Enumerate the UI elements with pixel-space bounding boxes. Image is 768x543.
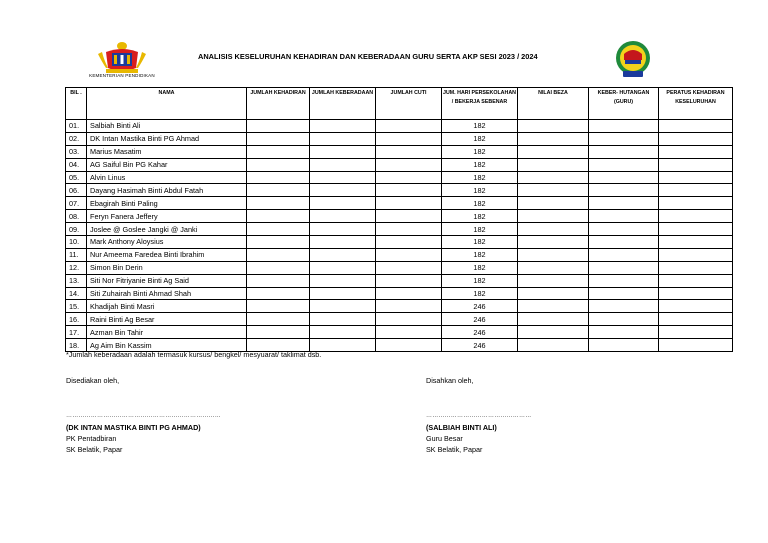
jumlah-kehadiran-cell bbox=[247, 248, 310, 261]
peratus-kehadiran-cell bbox=[659, 300, 733, 313]
jumlah-cuti-cell bbox=[376, 339, 442, 352]
hari-persekolahan-cell: 182 bbox=[442, 236, 518, 249]
header-nilai-beza: NILAI BEZA bbox=[518, 88, 589, 120]
jumlah-keberadaan-cell bbox=[310, 120, 376, 133]
name-cell: Azman Bin Tahir bbox=[87, 326, 247, 339]
jumlah-keberadaan-cell bbox=[310, 248, 376, 261]
peratus-kehadiran-cell bbox=[659, 326, 733, 339]
jumlah-keberadaan-cell bbox=[310, 210, 376, 223]
table-row bbox=[66, 120, 733, 133]
jumlah-cuti-cell bbox=[376, 236, 442, 249]
peratus-kehadiran-cell bbox=[659, 132, 733, 145]
jumlah-kehadiran-cell bbox=[247, 197, 310, 210]
nilai-beza-cell bbox=[518, 313, 589, 326]
header-jumlah-cuti: JUMLAH CUTI bbox=[376, 88, 442, 120]
hari-persekolahan-cell: 182 bbox=[442, 145, 518, 158]
jumlah-cuti-cell bbox=[376, 300, 442, 313]
peratus-kehadiran-cell bbox=[659, 223, 733, 236]
jumlah-keberadaan-cell bbox=[310, 261, 376, 274]
jumlah-kehadiran-cell bbox=[247, 236, 310, 249]
name-cell: Mark Anthony Aloysius bbox=[87, 236, 247, 249]
prepared-by-position: PK Pentadbiran bbox=[66, 434, 117, 443]
nilai-beza-cell bbox=[518, 274, 589, 287]
nilai-beza-cell bbox=[518, 158, 589, 171]
hari-persekolahan-cell: 182 bbox=[442, 210, 518, 223]
keberhutangan-cell bbox=[589, 171, 659, 184]
hari-persekolahan-cell: 182 bbox=[442, 274, 518, 287]
jumlah-cuti-cell bbox=[376, 326, 442, 339]
row-number-cell: 14. bbox=[66, 287, 87, 300]
hari-persekolahan-cell: 182 bbox=[442, 120, 518, 133]
jumlah-kehadiran-cell bbox=[247, 300, 310, 313]
table-row bbox=[66, 145, 733, 158]
table-row bbox=[66, 236, 733, 249]
jumlah-cuti-cell bbox=[376, 171, 442, 184]
jumlah-keberadaan-cell bbox=[310, 313, 376, 326]
keberhutangan-cell bbox=[589, 210, 659, 223]
header-keberhutangan: KEBER- HUTANGAN (GURU) bbox=[589, 88, 659, 120]
peratus-kehadiran-cell bbox=[659, 313, 733, 326]
name-cell: Alvin Linus bbox=[87, 171, 247, 184]
nilai-beza-cell bbox=[518, 184, 589, 197]
jumlah-kehadiran-cell bbox=[247, 274, 310, 287]
keberhutangan-cell bbox=[589, 158, 659, 171]
jumlah-kehadiran-cell bbox=[247, 261, 310, 274]
table-header-row bbox=[66, 88, 733, 120]
table-row bbox=[66, 261, 733, 274]
jumlah-kehadiran-cell bbox=[247, 313, 310, 326]
row-number-cell: 04. bbox=[66, 158, 87, 171]
ministry-logo-caption: KEMENTERIAN PENDIDIKAN bbox=[89, 73, 155, 78]
jumlah-keberadaan-cell bbox=[310, 171, 376, 184]
hari-persekolahan-cell: 182 bbox=[442, 287, 518, 300]
jumlah-cuti-cell bbox=[376, 261, 442, 274]
nilai-beza-cell bbox=[518, 248, 589, 261]
row-number-cell: 17. bbox=[66, 326, 87, 339]
table-row bbox=[66, 326, 733, 339]
jumlah-kehadiran-cell bbox=[247, 287, 310, 300]
row-number-cell: 11. bbox=[66, 248, 87, 261]
prepared-by-name: (DK INTAN MASTIKA BINTI PG AHMAD) bbox=[66, 423, 201, 432]
row-number-cell: 13. bbox=[66, 274, 87, 287]
peratus-kehadiran-cell bbox=[659, 120, 733, 133]
hari-persekolahan-cell: 182 bbox=[442, 223, 518, 236]
hari-persekolahan-cell: 182 bbox=[442, 197, 518, 210]
peratus-kehadiran-cell bbox=[659, 171, 733, 184]
nilai-beza-cell bbox=[518, 145, 589, 158]
row-number-cell: 18. bbox=[66, 339, 87, 352]
name-cell: Joslee @ Goslee Jangki @ Janki bbox=[87, 223, 247, 236]
nilai-beza-cell bbox=[518, 210, 589, 223]
header-nama: NAMA bbox=[87, 88, 247, 120]
name-cell: Salbiah Binti Ali bbox=[87, 120, 247, 133]
peratus-kehadiran-cell bbox=[659, 287, 733, 300]
keberhutangan-cell bbox=[589, 287, 659, 300]
jumlah-keberadaan-cell bbox=[310, 197, 376, 210]
peratus-kehadiran-cell bbox=[659, 261, 733, 274]
nilai-beza-cell bbox=[518, 197, 589, 210]
nilai-beza-cell bbox=[518, 236, 589, 249]
name-cell: Raini Binti Ag Besar bbox=[87, 313, 247, 326]
name-cell: AG Saiful Bin PG Kahar bbox=[87, 158, 247, 171]
keberhutangan-cell bbox=[589, 223, 659, 236]
hari-persekolahan-cell: 246 bbox=[442, 313, 518, 326]
table-row bbox=[66, 210, 733, 223]
jumlah-cuti-cell bbox=[376, 120, 442, 133]
table-row bbox=[66, 287, 733, 300]
name-cell: Dayang Hasimah Binti Abdul Fatah bbox=[87, 184, 247, 197]
document-title: ANALISIS KESELURUHAN KEHADIRAN DAN KEBERADAAN GURU SERTA AKP SESI 2023 / 2024 bbox=[198, 52, 538, 61]
jumlah-kehadiran-cell bbox=[247, 132, 310, 145]
keberhutangan-cell bbox=[589, 339, 659, 352]
peratus-kehadiran-cell bbox=[659, 197, 733, 210]
peratus-kehadiran-cell bbox=[659, 248, 733, 261]
jumlah-kehadiran-cell bbox=[247, 210, 310, 223]
peratus-kehadiran-cell bbox=[659, 210, 733, 223]
jumlah-cuti-cell bbox=[376, 132, 442, 145]
jumlah-cuti-cell bbox=[376, 223, 442, 236]
row-number-cell: 10. bbox=[66, 236, 87, 249]
row-number-cell: 05. bbox=[66, 171, 87, 184]
peratus-kehadiran-cell bbox=[659, 274, 733, 287]
name-cell: Ag Aim Bin Kassim bbox=[87, 339, 247, 352]
table-row bbox=[66, 197, 733, 210]
jumlah-cuti-cell bbox=[376, 248, 442, 261]
nilai-beza-cell bbox=[518, 287, 589, 300]
keberhutangan-cell bbox=[589, 261, 659, 274]
hari-persekolahan-cell: 246 bbox=[442, 339, 518, 352]
approved-by-name: (SALBIAH BINTI ALI) bbox=[426, 423, 497, 432]
table-row bbox=[66, 313, 733, 326]
table-row bbox=[66, 158, 733, 171]
hari-persekolahan-cell: 246 bbox=[442, 300, 518, 313]
nilai-beza-cell bbox=[518, 261, 589, 274]
nilai-beza-cell bbox=[518, 120, 589, 133]
header-jumlah-kehadiran: JUMLAH KEHADIRAN bbox=[247, 88, 310, 120]
table-row bbox=[66, 248, 733, 261]
table-row bbox=[66, 300, 733, 313]
row-number-cell: 09. bbox=[66, 223, 87, 236]
jumlah-cuti-cell bbox=[376, 158, 442, 171]
approved-by-label: Disahkan oleh, bbox=[426, 376, 474, 385]
table-row bbox=[66, 132, 733, 145]
jumlah-cuti-cell bbox=[376, 313, 442, 326]
jumlah-keberadaan-cell bbox=[310, 158, 376, 171]
jumlah-keberadaan-cell bbox=[310, 300, 376, 313]
table-row bbox=[66, 274, 733, 287]
hari-persekolahan-cell: 182 bbox=[442, 132, 518, 145]
jumlah-kehadiran-cell bbox=[247, 171, 310, 184]
jumlah-keberadaan-cell bbox=[310, 132, 376, 145]
keberhutangan-cell bbox=[589, 236, 659, 249]
peratus-kehadiran-cell bbox=[659, 339, 733, 352]
peratus-kehadiran-cell bbox=[659, 158, 733, 171]
keberhutangan-cell bbox=[589, 145, 659, 158]
jumlah-cuti-cell bbox=[376, 287, 442, 300]
prepared-by-label: Disediakan oleh, bbox=[66, 376, 120, 385]
jumlah-cuti-cell bbox=[376, 274, 442, 287]
nilai-beza-cell bbox=[518, 171, 589, 184]
keberhutangan-cell bbox=[589, 197, 659, 210]
peratus-kehadiran-cell bbox=[659, 236, 733, 249]
peratus-kehadiran-cell bbox=[659, 145, 733, 158]
jumlah-kehadiran-cell bbox=[247, 223, 310, 236]
keberhutangan-cell bbox=[589, 248, 659, 261]
attendance-table bbox=[65, 87, 733, 352]
jumlah-kehadiran-cell bbox=[247, 184, 310, 197]
school-emblem-logo bbox=[613, 40, 653, 80]
keberhutangan-cell bbox=[589, 132, 659, 145]
approved-by-school: SK Belatik, Papar bbox=[426, 445, 483, 454]
row-number-cell: 08. bbox=[66, 210, 87, 223]
nilai-beza-cell bbox=[518, 223, 589, 236]
jumlah-keberadaan-cell bbox=[310, 223, 376, 236]
approved-signature-line: …………………………………………… bbox=[426, 413, 532, 419]
jumlah-keberadaan-cell bbox=[310, 287, 376, 300]
name-cell: Ebagirah Binti Paling bbox=[87, 197, 247, 210]
jumlah-keberadaan-cell bbox=[310, 274, 376, 287]
name-cell: Khadijah Binti Masri bbox=[87, 300, 247, 313]
prepared-signature-line: ………………………………………………………………… bbox=[66, 413, 221, 419]
peratus-kehadiran-cell bbox=[659, 184, 733, 197]
row-number-cell: 12. bbox=[66, 261, 87, 274]
header-peratus-kehadiran: PERATUS KEHADIRAN KESELURUHAN bbox=[659, 88, 733, 120]
table-footnote: *Jumlah keberadaan adalah termasuk kursus/ bengkel/ mesyuarat/ taklimat dsb. bbox=[66, 350, 322, 359]
nilai-beza-cell bbox=[518, 132, 589, 145]
table-row bbox=[66, 184, 733, 197]
approved-by-position: Guru Besar bbox=[426, 434, 463, 443]
nilai-beza-cell bbox=[518, 339, 589, 352]
row-number-cell: 15. bbox=[66, 300, 87, 313]
name-cell: Feryn Fanera Jeffery bbox=[87, 210, 247, 223]
keberhutangan-cell bbox=[589, 326, 659, 339]
name-cell: Nur Ameema Faredea Binti Ibrahim bbox=[87, 248, 247, 261]
header-jumlah-keberadaan: JUMLAH KEBERADAAN bbox=[310, 88, 376, 120]
name-cell: DK Intan Mastika Binti PG Ahmad bbox=[87, 132, 247, 145]
row-number-cell: 03. bbox=[66, 145, 87, 158]
table-row bbox=[66, 171, 733, 184]
hari-persekolahan-cell: 182 bbox=[442, 261, 518, 274]
keberhutangan-cell bbox=[589, 313, 659, 326]
hari-persekolahan-cell: 182 bbox=[442, 171, 518, 184]
keberhutangan-cell bbox=[589, 184, 659, 197]
jumlah-cuti-cell bbox=[376, 197, 442, 210]
nilai-beza-cell bbox=[518, 326, 589, 339]
keberhutangan-cell bbox=[589, 120, 659, 133]
hari-persekolahan-cell: 246 bbox=[442, 326, 518, 339]
keberhutangan-cell bbox=[589, 300, 659, 313]
jumlah-kehadiran-cell bbox=[247, 145, 310, 158]
row-number-cell: 06. bbox=[66, 184, 87, 197]
header-hari-persekolahan: JUM. HARI PERSEKOLAHAN / BEKERJA SEBENAR bbox=[442, 88, 518, 120]
name-cell: Simon Bin Derin bbox=[87, 261, 247, 274]
table-row bbox=[66, 223, 733, 236]
jumlah-kehadiran-cell bbox=[247, 158, 310, 171]
jumlah-keberadaan-cell bbox=[310, 236, 376, 249]
row-number-cell: 16. bbox=[66, 313, 87, 326]
name-cell: Siti Nor Fitriyanie Binti Ag Said bbox=[87, 274, 247, 287]
jumlah-keberadaan-cell bbox=[310, 326, 376, 339]
nilai-beza-cell bbox=[518, 300, 589, 313]
jumlah-kehadiran-cell bbox=[247, 326, 310, 339]
prepared-by-school: SK Belatik, Papar bbox=[66, 445, 123, 454]
name-cell: Siti Zuhairah Binti Ahmad Shah bbox=[87, 287, 247, 300]
name-cell: Marius Masatim bbox=[87, 145, 247, 158]
row-number-cell: 02. bbox=[66, 132, 87, 145]
jumlah-cuti-cell bbox=[376, 210, 442, 223]
jumlah-cuti-cell bbox=[376, 145, 442, 158]
jumlah-keberadaan-cell bbox=[310, 145, 376, 158]
hari-persekolahan-cell: 182 bbox=[442, 184, 518, 197]
jumlah-kehadiran-cell bbox=[247, 120, 310, 133]
row-number-cell: 01. bbox=[66, 120, 87, 133]
jumlah-cuti-cell bbox=[376, 184, 442, 197]
header-bil: BIL . bbox=[66, 88, 87, 120]
hari-persekolahan-cell: 182 bbox=[442, 248, 518, 261]
keberhutangan-cell bbox=[589, 274, 659, 287]
row-number-cell: 07. bbox=[66, 197, 87, 210]
jumlah-keberadaan-cell bbox=[310, 184, 376, 197]
hari-persekolahan-cell: 182 bbox=[442, 158, 518, 171]
